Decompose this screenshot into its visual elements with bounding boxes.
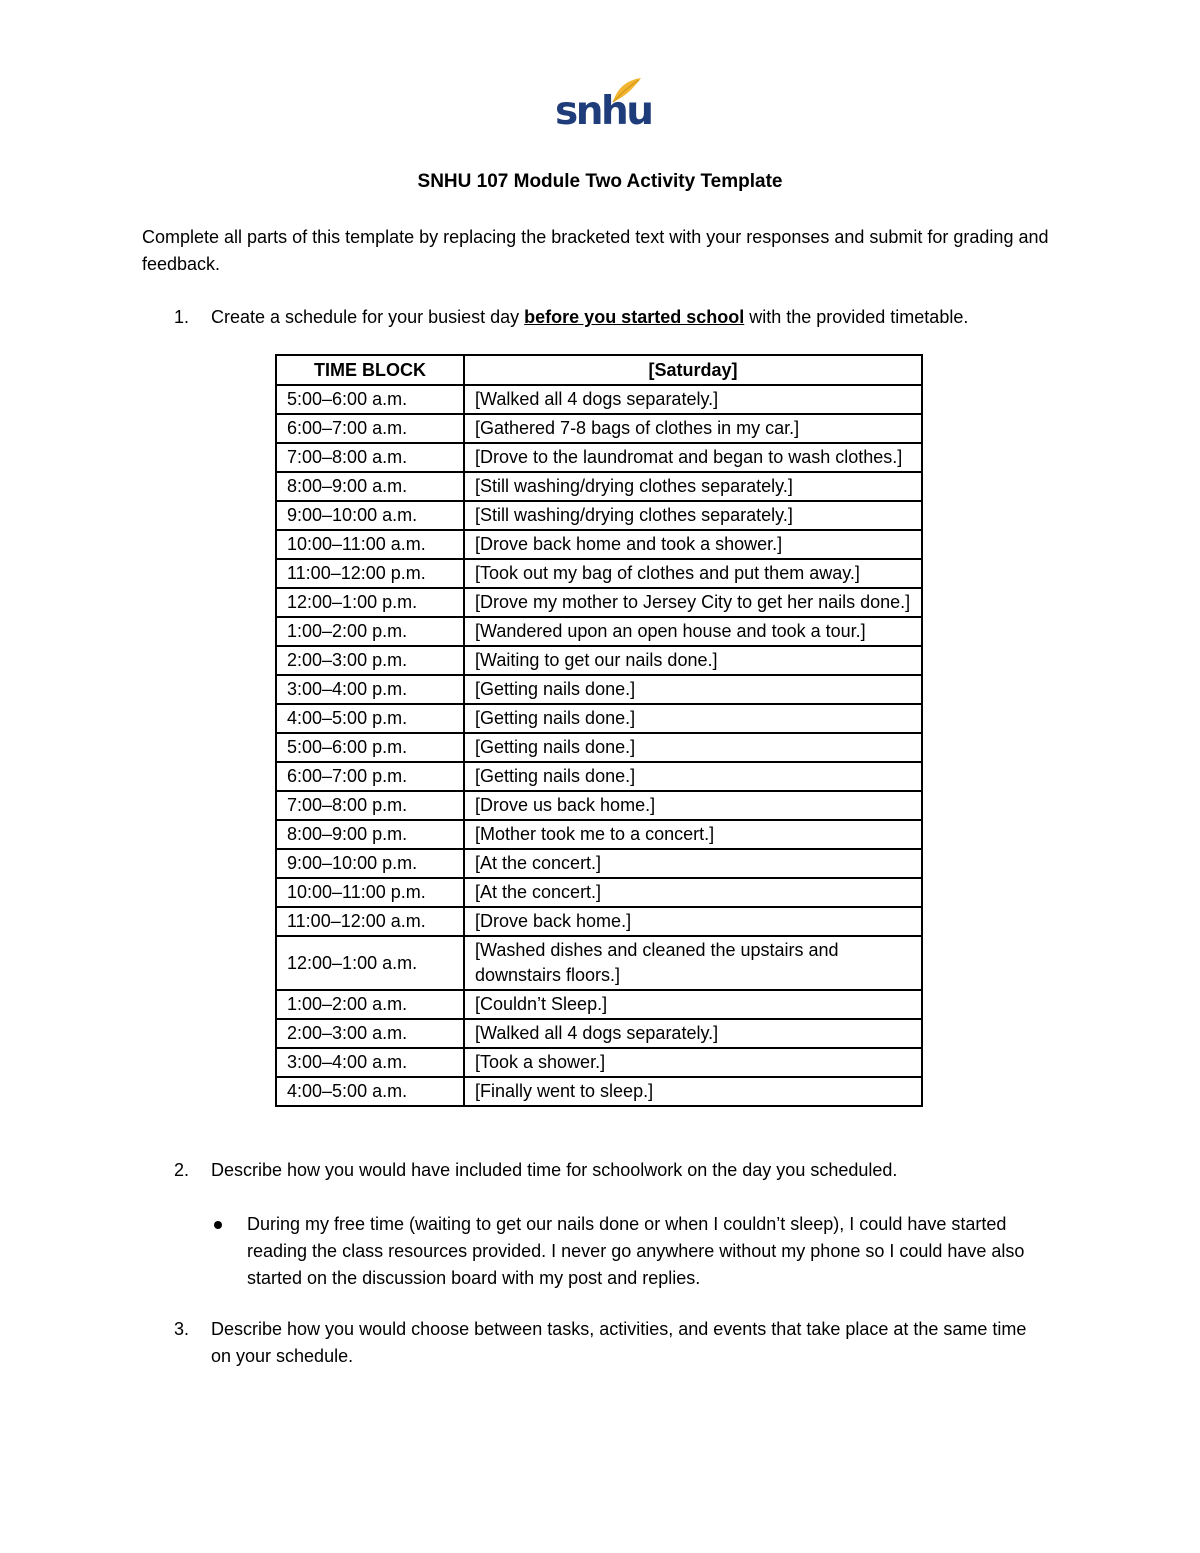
time-block-cell: 4:00–5:00 a.m.: [276, 1077, 464, 1106]
time-block-cell: 10:00–11:00 p.m.: [276, 878, 464, 907]
time-block-cell: 4:00–5:00 p.m.: [276, 704, 464, 733]
time-block-cell: 9:00–10:00 a.m.: [276, 501, 464, 530]
schedule-body: [276, 385, 922, 1106]
table-row: [276, 1019, 922, 1048]
activity-cell: [Took out my bag of clothes and put them away.]: [464, 559, 922, 588]
question-text: [211, 304, 1041, 331]
table-row: [276, 820, 922, 849]
time-block-cell: 2:00–3:00 p.m.: [276, 646, 464, 675]
table-row: [276, 501, 922, 530]
document-title: SNHU 107 Module Two Activity Template: [417, 171, 783, 192]
time-block-cell: 3:00–4:00 p.m.: [276, 675, 464, 704]
activity-cell: [Waiting to get our nails done.]: [464, 646, 922, 675]
time-block-cell: 12:00–1:00 p.m.: [276, 588, 464, 617]
activity-cell: [Getting nails done.]: [464, 733, 922, 762]
time-block-cell: 6:00–7:00 p.m.: [276, 762, 464, 791]
column-header-time: TIME BLOCK: [276, 355, 464, 385]
table-row: [276, 762, 922, 791]
time-block-cell: 8:00–9:00 p.m.: [276, 820, 464, 849]
table-row: [276, 385, 922, 414]
time-block-cell: 11:00–12:00 p.m.: [276, 559, 464, 588]
table-row: [276, 907, 922, 936]
activity-cell: [Finally went to sleep.]: [464, 1077, 922, 1106]
time-block-cell: 3:00–4:00 a.m.: [276, 1048, 464, 1077]
activity-cell: [Gathered 7-8 bags of clothes in my car.]: [464, 414, 922, 443]
time-block-cell: 1:00–2:00 a.m.: [276, 990, 464, 1019]
activity-cell: [Drove to the laundromat and began to wash clothes.]: [464, 443, 922, 472]
schedule-table: [275, 354, 923, 1107]
table-header-row: [276, 355, 922, 385]
activity-cell: [Getting nails done.]: [464, 762, 922, 791]
time-block-cell: 1:00–2:00 p.m.: [276, 617, 464, 646]
activity-cell: [Mother took me to a concert.]: [464, 820, 922, 849]
question-number: 1.: [174, 307, 190, 327]
time-block-cell: 2:00–3:00 a.m.: [276, 1019, 464, 1048]
time-block-cell: 7:00–8:00 p.m.: [276, 791, 464, 820]
activity-cell: [Walked all 4 dogs separately.]: [464, 1019, 922, 1048]
table-row: [276, 704, 922, 733]
activity-cell: [Still washing/drying clothes separately.]: [464, 472, 922, 501]
time-block-cell: 7:00–8:00 a.m.: [276, 443, 464, 472]
table-row: [276, 733, 922, 762]
table-row: [276, 990, 922, 1019]
activity-cell: [Walked all 4 dogs separately.]: [464, 385, 922, 414]
table-row: [276, 414, 922, 443]
question-text-part: Create a schedule for your busiest day: [211, 307, 525, 327]
table-row: [276, 675, 922, 704]
table-row: [276, 1048, 922, 1077]
activity-cell: [Drove back home and took a shower.]: [464, 530, 922, 559]
activity-cell: [Drove my mother to Jersey City to get her nails done.]: [464, 588, 922, 617]
question-number: 2.: [174, 1160, 190, 1180]
answer-text: During my free time (waiting to get our nails done or when I couldn’t sleep), I could have started reading the class resources provided. I never go anywhere without my phone so I could have also started on the discussion board with my post and replies.: [247, 1214, 1025, 1288]
time-block-cell: 9:00–10:00 p.m.: [276, 849, 464, 878]
table-row: [276, 588, 922, 617]
question-number: 3.: [174, 1319, 190, 1339]
table-row: [276, 472, 922, 501]
activity-cell: [Drove back home.]: [464, 907, 922, 936]
snhu-logo: [555, 76, 652, 138]
table-row: [276, 443, 922, 472]
table-row: [276, 791, 922, 820]
instructions-paragraph: Complete all parts of this template by replacing the bracketed text with your responses and submit for grading and feedback.: [142, 227, 1049, 274]
time-block-cell: 12:00–1:00 a.m.: [276, 936, 464, 990]
time-block-cell: 5:00–6:00 a.m.: [276, 385, 464, 414]
column-header-day: [Saturday]: [464, 355, 922, 385]
time-block-cell: 6:00–7:00 a.m.: [276, 414, 464, 443]
activity-cell: [At the concert.]: [464, 849, 922, 878]
table-row: [276, 1077, 922, 1106]
table-row: [276, 559, 922, 588]
bullet-icon: [214, 1221, 222, 1229]
table-row: [276, 646, 922, 675]
time-block-cell: 11:00–12:00 a.m.: [276, 907, 464, 936]
table-row: [276, 530, 922, 559]
question-text-part: with the provided timetable.: [744, 307, 969, 327]
table-row: [276, 878, 922, 907]
time-block-cell: 8:00–9:00 a.m.: [276, 472, 464, 501]
activity-cell: [Wandered upon an open house and took a tour.]: [464, 617, 922, 646]
question-text: Describe how you would have included time for schoolwork on the day you scheduled.: [211, 1160, 898, 1180]
table-row: [276, 617, 922, 646]
activity-cell: [Still washing/drying clothes separately.]: [464, 501, 922, 530]
activity-cell: [At the concert.]: [464, 878, 922, 907]
table-row: [276, 936, 922, 990]
table-row: [276, 849, 922, 878]
time-block-cell: 5:00–6:00 p.m.: [276, 733, 464, 762]
activity-cell: [Getting nails done.]: [464, 675, 922, 704]
activity-cell: [Couldn’t Sleep.]: [464, 990, 922, 1019]
logo-wordmark: snhu: [555, 89, 652, 134]
activity-cell: [Getting nails done.]: [464, 704, 922, 733]
activity-cell: [Took a shower.]: [464, 1048, 922, 1077]
activity-cell: [Drove us back home.]: [464, 791, 922, 820]
time-block-cell: 10:00–11:00 a.m.: [276, 530, 464, 559]
activity-cell: [Washed dishes and cleaned the upstairs and downstairs floors.]: [464, 936, 922, 990]
question-emphasis: before you started school: [524, 307, 745, 327]
question-text: Describe how you would choose between tasks, activities, and events that take place at the same time on your schedule.: [211, 1319, 1027, 1366]
